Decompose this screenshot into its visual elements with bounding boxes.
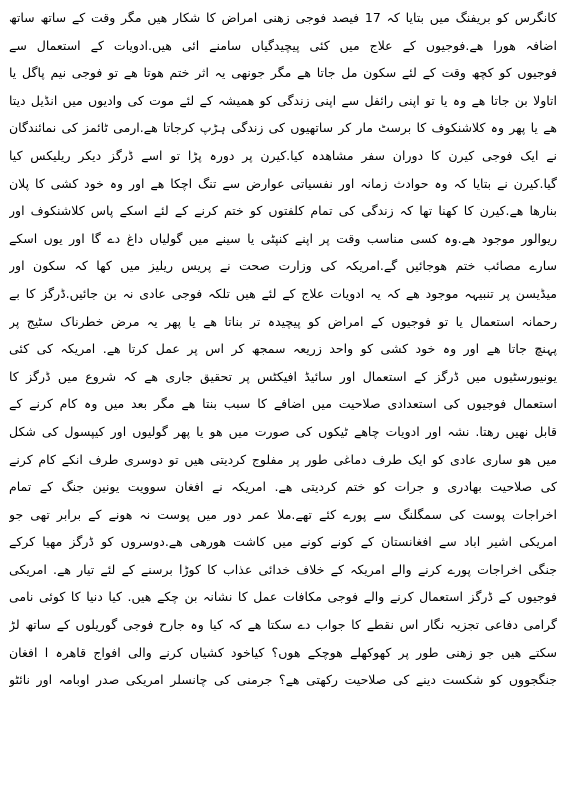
text-line: ریوالور موجود ھے.وہ کسی مناسب وقت پر اپنے کنپٹی یا سینے میں گولیاں داغ دے گا اور یوں اسکے [9,230,557,246]
text-line: جنگجووں کو شکست دینے کی صلاحیت رکھتی ھے؟ جرمنی کی چانسلر امریکی صدر اوبامہ اور نائٹو [9,672,557,688]
text-line: گرامی دفاعی تجزیہ نگار اس نقطے کا جواب دے سکتا ھے کہ کیا وہ جارح فوجی گوریلوں کے ساتھ لڑ [9,617,557,633]
text-line: رحمانہ استعمال یا تو فوجیوں کے امراض کو پیچیدہ تر بناتا ھے یا پھر یہ مرض خطرناک سٹیج پر [9,313,557,329]
text-line: امریکی اشیر اباد سے افغانستان کے کونے کونے میں کاشت ھورھی ھے.دوسروں کو ڈرگز مھیا کرکے [9,534,557,550]
text-line: ھے یا پھر وہ کلاشنکوف کا برسٹ مار کر ساتھیوں کی زندگی ہڑپ کرجاتا ھے.ارمی ٹائمز کی نمائندگان [9,120,557,136]
text-line: یونیورسٹیوں میں ڈرگز کے استعمال اور سائیڈ افیکٹس پر تحقیق جاری ھے کہ شروع میں ڈرگز کا [9,368,557,384]
text-line: فوجیوں کو کچھ وقت کے لئے سکون مل جاتا ھے مگر جونھی یہ اثر ختم ھوتا ھے تو فوجی نیم پاگل یا [9,65,557,81]
text-line: اخراجات پوست کی سمگلنگ سے پورے کئے تھے.ملا عمر دور میں پوست نہ ھونے کے برابر تھی جو [9,506,557,522]
text-line: سکتے ھیں جو زھنی طور پر کھوکھلے ھوچکے ھوں؟ کیاخود کشیاں کرنے والی افواج قاھرہ ا افغان [9,644,557,660]
text-line: جنگی اخراجات پورے کرنے والے امریکہ کے خلاف خدائی عذاب کا کوڑا برسنے کے لئے تیار ھے. امریکی [9,561,557,577]
text-line: میں ھو ساری عادی کو ایک طرف دماغی طور پر مفلوج کردیتی ھیں تو دوسری طرف انکے کام کرنے [9,451,557,467]
text-line: سارے مصائب ختم ھوجائیں گے.امریکہ کی وزارت صحت نے پریس ریلیز میں کھا کہ سکون اور [9,258,557,274]
text-line: میڈیسن پر تنبیہہ موجود ھے کہ یہ ادویات علاج کے لئے ھیں تلکہ فوجی عادی نہ بن جائیں.ڈرگز کا بے [9,285,557,301]
text-line: اضافہ ھورا ھے.فوجیوں کے علاج میں کئی پیچیدگیاں سامنے ائی ھیں.ادویات کے استعمال سے [9,37,557,53]
text-line: فوجیوں کے ڈرگز استعمال کرنے والے فوجی مکافات عمل کا نشانہ بن چکے ھیں. کیا دنیا کا کوئی نامی [9,589,557,605]
text-line: قابل نھیں رھتا. نشہ اور ادویات چاھے ٹیکوں کی صورت میں ھو یا پھر گولیوں اور کیپسول کی شکل [9,423,557,439]
text-line: بنارھا ھے.کیرن کا کھنا تھا کہ زندگی کی تمام کلفتوں کو ختم کرنے کے لئے اسکے پاس کلاشنکوف اور [9,203,557,219]
text-line: پہنچ جاتا ھے اور وہ خود کشی کو واحد زریعہ سمجھ کر اس پر عمل کرتا ھے. امریکہ کی کئی [9,341,557,357]
text-line: کی صلاحیت بھادری و جرات کو ختم کردیتی ھے. امریکہ نے افغان سوویت یونین جنگ کے تمام [9,479,557,495]
text-line: استعمال فوجیوں کی استعدادی صلاحیت میں اضافے کا سبب بنتا ھے مگر بعد میں وہ کام کرنے کے [9,396,557,412]
text-line: کانگرس کو بریفنگ میں بتایا کہ 17 فیصد فوجی زھنی امراض کا شکار ھیں مگر وقت کے ساتھ ساتھ [9,10,557,25]
text-line: گیا.کیرن نے بتایا کہ وہ حوادث زمانہ اور نفسیاتی عوارض سے تنگ اچکا ھے اور وہ خود کشی کا پلان [9,175,557,191]
text-line: نے ایک فوجی کیرن کا دوران سفر مشاھدہ کیا.کیرن پر دورہ پڑا تو اسے ڈرگز دیکر ریلیکس کیا [9,147,557,163]
text-line: اتاولا بن جاتا ھے وہ یا تو اپنی رائفل سے اپنی زندگی کو ھمیشہ کے لئے موت کی وادیوں میں انڈیل دیتا [9,92,557,108]
